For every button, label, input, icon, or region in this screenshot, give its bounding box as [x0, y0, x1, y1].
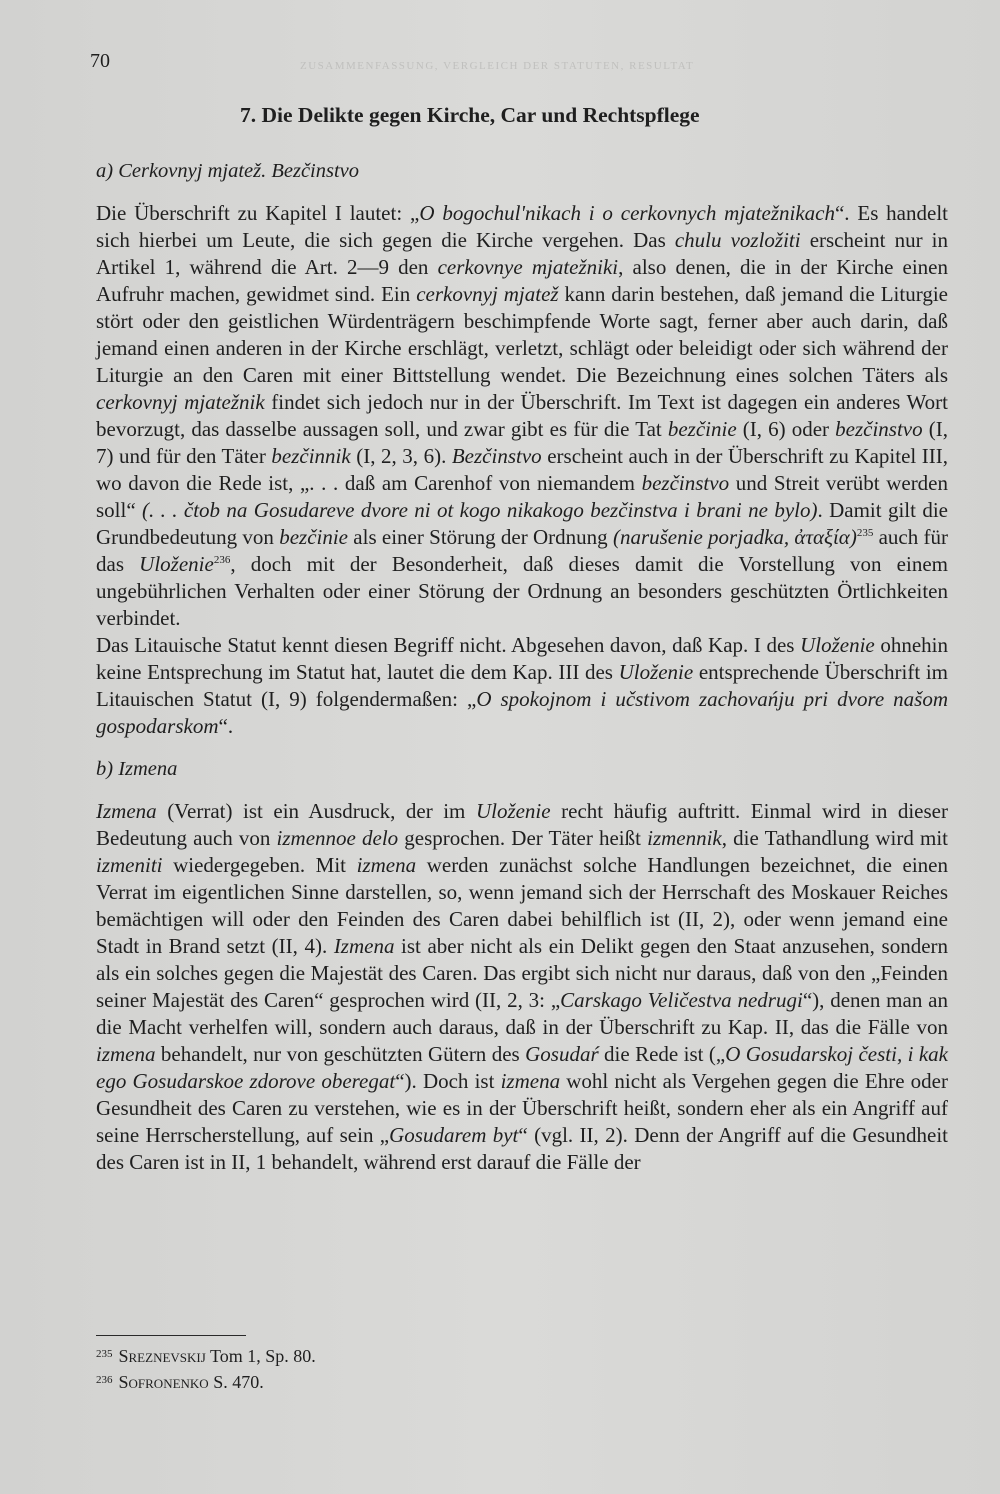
italic-term: Gosudaŕ: [525, 1042, 599, 1066]
italic-term: cerkovnyj mjatež: [416, 282, 559, 306]
text-run: (I, 2, 3, 6).: [350, 444, 452, 468]
footnotes: [96, 1342, 696, 1394]
text-run: Das Litauische Statut kennt diesen Begriff nicht. Abgesehen davon, daß Kap. I des: [96, 633, 801, 657]
text-run: recht häufig auftritt. Einmal wird in dieser Bedeutung auch von: [96, 799, 948, 850]
italic-term: O bogochul'nikach i o cerkovnych mjatežnikach: [419, 201, 835, 225]
text-run: und Streit verübt werden soll“: [96, 471, 949, 522]
text-run: erscheint nur in Artikel 1, während die Art. 2—9 den: [96, 228, 948, 279]
text-run: , die Tathandlung wird mit: [721, 826, 949, 850]
section-b-paragraph-1: [96, 798, 948, 1176]
italic-term: Uloženie: [800, 633, 875, 657]
text-run: erscheint auch in der Überschrift zu Kapitel III, wo davon die Rede ist, „. . . daß am Carenhof von niemandem: [96, 444, 949, 495]
text-run: , doch mit der Besonderheit, daß dieses damit die Vorstellung von einem ungebührlichen Verhalten oder einer Störung der Ordnung an besonders geschützten Örtlichkeiten verbindet.: [96, 552, 948, 630]
footnote-rule: [96, 1335, 246, 1336]
section-a-paragraph-1: [96, 200, 948, 632]
text-run: . Damit gilt die Grundbedeutung von: [96, 498, 948, 549]
text-run: , also denen, die in der Kirche einen Aufruhr machen, gewidmet sind. Ein: [96, 255, 949, 306]
footnote-number: 235: [96, 1348, 113, 1360]
text-run: findet sich jedoch nur in der Überschrift. Im Text ist dagegen ein anderes Wort bevorzugt, das dasselbe aussagen soll, und zwar gibt es für die Tat: [96, 390, 949, 441]
text-run: die Rede ist („: [598, 1042, 726, 1066]
italic-term: cerkovnyj mjatežnik: [96, 390, 265, 414]
bleed-through-header: ZUSAMMENFASSUNG, VERGLEICH DER STATUTEN, RESULTAT: [300, 60, 695, 72]
footnote-marker: 236: [213, 554, 231, 566]
text-run: als einer Störung der Ordnung: [348, 525, 613, 549]
text-run: wiedergegeben. Mit: [162, 853, 357, 877]
italic-term: izmena: [500, 1069, 561, 1093]
italic-term: Uloženie: [618, 660, 694, 684]
italic-term: izmena: [96, 1042, 156, 1066]
text-run: “ (vgl. II, 2). Denn der Angriff auf die Gesundheit des Caren ist in II, 1 behandelt, während erst darauf die Fälle der: [96, 1123, 948, 1174]
text-run: werden zunächst solche Handlungen bezeichnet, die einen Verrat im eigentlichen Sinne darstellen, so, wenn jemand sich der Herrschaft des Moskauer Reiches bemächtigen will oder den Feinden des Caren dabei behilflich ist (II, 2), oder wenn jemand eine Stadt in Brand setzt (II, 4).: [96, 853, 949, 958]
italic-term: (narušenie porjadka, ἀταξία): [612, 525, 857, 549]
section-a-heading: a) Cerkovnyj mjatež. Bezčinstvo: [96, 160, 360, 182]
footnote-236: [96, 1368, 696, 1394]
italic-term: Bezčinstvo: [451, 444, 542, 468]
text-run: entsprechende Überschrift im Litauischen Statut (I, 9) folgendermaßen: „: [96, 660, 948, 711]
page-number: 70: [90, 50, 110, 72]
text-run: ohnehin keine Entsprechung im Statut hat, lautet die dem Kap. III des: [96, 633, 948, 684]
footnote-reference: S. 470.: [208, 1372, 264, 1392]
main-text: [96, 100, 948, 1176]
footnote-235: [96, 1342, 696, 1368]
italic-term: Uloženie: [475, 799, 551, 823]
italic-term: bezčinnik: [271, 444, 351, 468]
italic-term: O spokojnom i učstivom zachovańju pri dvore našom gospodarskom: [96, 687, 949, 738]
italic-term: izmennik: [647, 826, 722, 850]
footnote-reference: Tom 1, Sp. 80.: [205, 1346, 316, 1366]
italic-term: Carskago Veličestva nedrugi: [560, 988, 803, 1012]
text-run: (I, 6) oder: [736, 417, 836, 441]
text-run: wohl nicht als Vergehen gegen die Ehre oder Gesundheit des Caren zu verstehen, wie es in der Überschrift heißt, sondern eher als ein Angriff auf seine Herrscherstellung, auf sein „: [96, 1069, 948, 1147]
italic-term: bezčinie: [279, 525, 349, 549]
italic-term: Izmena: [333, 934, 395, 958]
footnote-number: 236: [96, 1374, 113, 1386]
italic-term: Gosudarem byt: [389, 1123, 519, 1147]
text-run: (I, 7) und für den Täter: [96, 417, 948, 468]
text-run: “), denen man an die Macht verhelfen will, sondern auch daraus, daß in der Überschrift zu Kap. II, das die Fälle von: [96, 988, 948, 1039]
section-a-paragraph-2: [96, 632, 948, 740]
italic-term: bezčinie: [667, 417, 737, 441]
text-run: “. Es handelt sich hierbei um Leute, die sich gegen die Kirche vergehen. Das: [96, 201, 948, 252]
footnote-author: Sreznevskij: [118, 1346, 206, 1366]
italic-term: (. . . čtob na Gosudareve dvore ni ot kogo nikakogo bezčinstva i brani ne bylo): [142, 498, 818, 522]
italic-term: izmennoe delo: [276, 826, 399, 850]
italic-term: bezčinstvo: [835, 417, 923, 441]
italic-term: cerkovnye mjatežniki: [437, 255, 619, 279]
text-run: auch für das: [96, 525, 949, 576]
footnote-author: Sofronenko: [118, 1372, 209, 1392]
text-run: (Verrat) ist ein Ausdruck, der im: [156, 799, 476, 823]
text-run: Die Überschrift zu Kapitel I lautet: „: [96, 201, 420, 225]
text-run: “.: [218, 714, 234, 738]
italic-term: Uloženie: [139, 552, 214, 576]
chapter-title: 7. Die Delikte gegen Kirche, Car und Rechtspflege: [240, 103, 700, 127]
text-run: ist aber nicht als ein Delikt gegen den Staat anzusehen, sondern als ein solches gegen die Majestät des Caren. Das ergibt sich nicht nur daraus, daß von den „Feinden seiner Majestät des Caren“ gesprochen wird (II, 2, 3: „: [96, 934, 949, 1012]
italic-term: Izmena: [96, 799, 157, 823]
text-run: “). Doch ist: [395, 1069, 501, 1093]
italic-term: izmena: [356, 853, 417, 877]
text-run: behandelt, nur von geschützten Gütern des: [155, 1042, 526, 1066]
italic-term: O Gosudarskoj česti, i kak ego Gosudarskoe zdorove oberegat: [96, 1042, 948, 1093]
text-run: gesprochen. Der Täter heißt: [398, 826, 648, 850]
italic-term: chulu vozložiti: [674, 228, 801, 252]
text-run: kann darin bestehen, daß jemand die Liturgie stört oder den geistlichen Würdenträgern beschimpfende Worte sagt, ferner aber auch darin, daß jemand einen anderen in der Kirche erschlägt, verletzt, schlägt oder beleidigt oder sich während der Liturgie an den Caren mit einer Bittstellung wendet. Die Bezeichnung eines solchen Täters als: [96, 282, 948, 387]
italic-term: bezčinstvo: [641, 471, 730, 495]
italic-term: izmeniti: [96, 853, 163, 877]
footnote-marker: 235: [856, 527, 874, 539]
section-b-heading: b) Izmena: [96, 758, 178, 780]
